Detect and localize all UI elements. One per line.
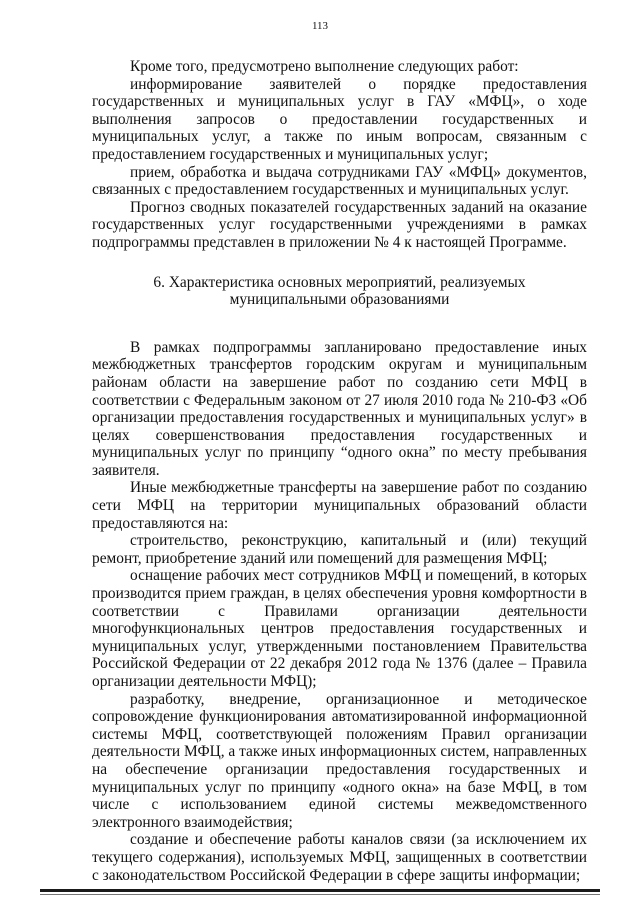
paragraph: Кроме того, предусмотрено выполнение следующих работ: [130,58,519,75]
paragraph: информирование заявителей о порядке предоставления государственных и муниципальных услуг в ГАУ «МФЦ», о ходе выполнения запросов о предоставлении государственных и муниципальных услуг, а также по иным вопросам, связанным с предоставлением государственных и муниципальных услуг; [92,75,587,163]
scan-edge-line-thin [40,894,600,895]
section-heading-line: 6. Характеристика основных мероприятий, реализуемых [153,273,526,291]
list-item: создание и обеспечение работы каналов связи (за исключением их текущего содержания), используемых МФЦ, защищенных в соответствии с законодательством Российской Федерации в сфере защиты информации; [92,831,587,884]
page-number: 113 [311,20,329,32]
section-heading [92,274,587,309]
paragraph: Иные межбюджетные трансферты на завершение работ по созданию сети МФЦ на территории муниципальных образований области предоставляются на: [92,479,587,532]
scan-edge-line [40,889,600,892]
list-item: разработку, внедрение, организационное и методическое сопровождение функционирования автоматизированной информационной системы МФЦ, соответствующей положениям Правил организации деятельности МФЦ, а также иных информационных систем, направленных на обеспечение организации предоставления государственных и муниципальных услуг по принципу «одного окна» на базе МФЦ, в том числе с использованием единой системы межведомственного электронного взаимодействия; [92,690,587,831]
document-body [92,58,587,884]
paragraph: прием, обработка и выдача сотрудниками ГАУ «МФЦ» документов, связанных с предоставлением государственных и муниципальных услуг. [92,163,587,199]
section-heading-line: муниципальными образованиями [229,291,450,309]
list-item: оснащение рабочих мест сотрудников МФЦ и помещений, в которых производится прием граждан, в целях обеспечения уровня комфортности в соответствии с Правилами организации деятельности многофункциональных центров предоставления государственных и муниципальных услуг, утвержденными постановлением Правительства Российской Федерации от 22 декабря 2012 года № 1376 (далее – Правила организации деятельности МФЦ); [92,567,587,690]
paragraph: Прогноз сводных показателей государственных заданий на оказание государственных услуг государственными учреждениями в рамках подпрограммы представлен в приложении № 4 к настоящей Программе. [92,198,587,251]
paragraph: В рамках подпрограммы запланировано предоставление иных межбюджетных трансфертов городским округам и муниципальным районам области на завершение работ по созданию сети МФЦ в соответствии с Федеральным законом от 27 июля 2010 года № 210-ФЗ «Об организации предоставления государственных и муниципальных услуг» в целях совершенствования предоставления государственных и муниципальных услуг по принципу “одного окна” по месту пребывания заявителя. [92,338,587,479]
list-item: строительство, реконструкцию, капитальный и (или) текущий ремонт, приобретение зданий или помещений для размещения МФЦ; [92,532,587,567]
